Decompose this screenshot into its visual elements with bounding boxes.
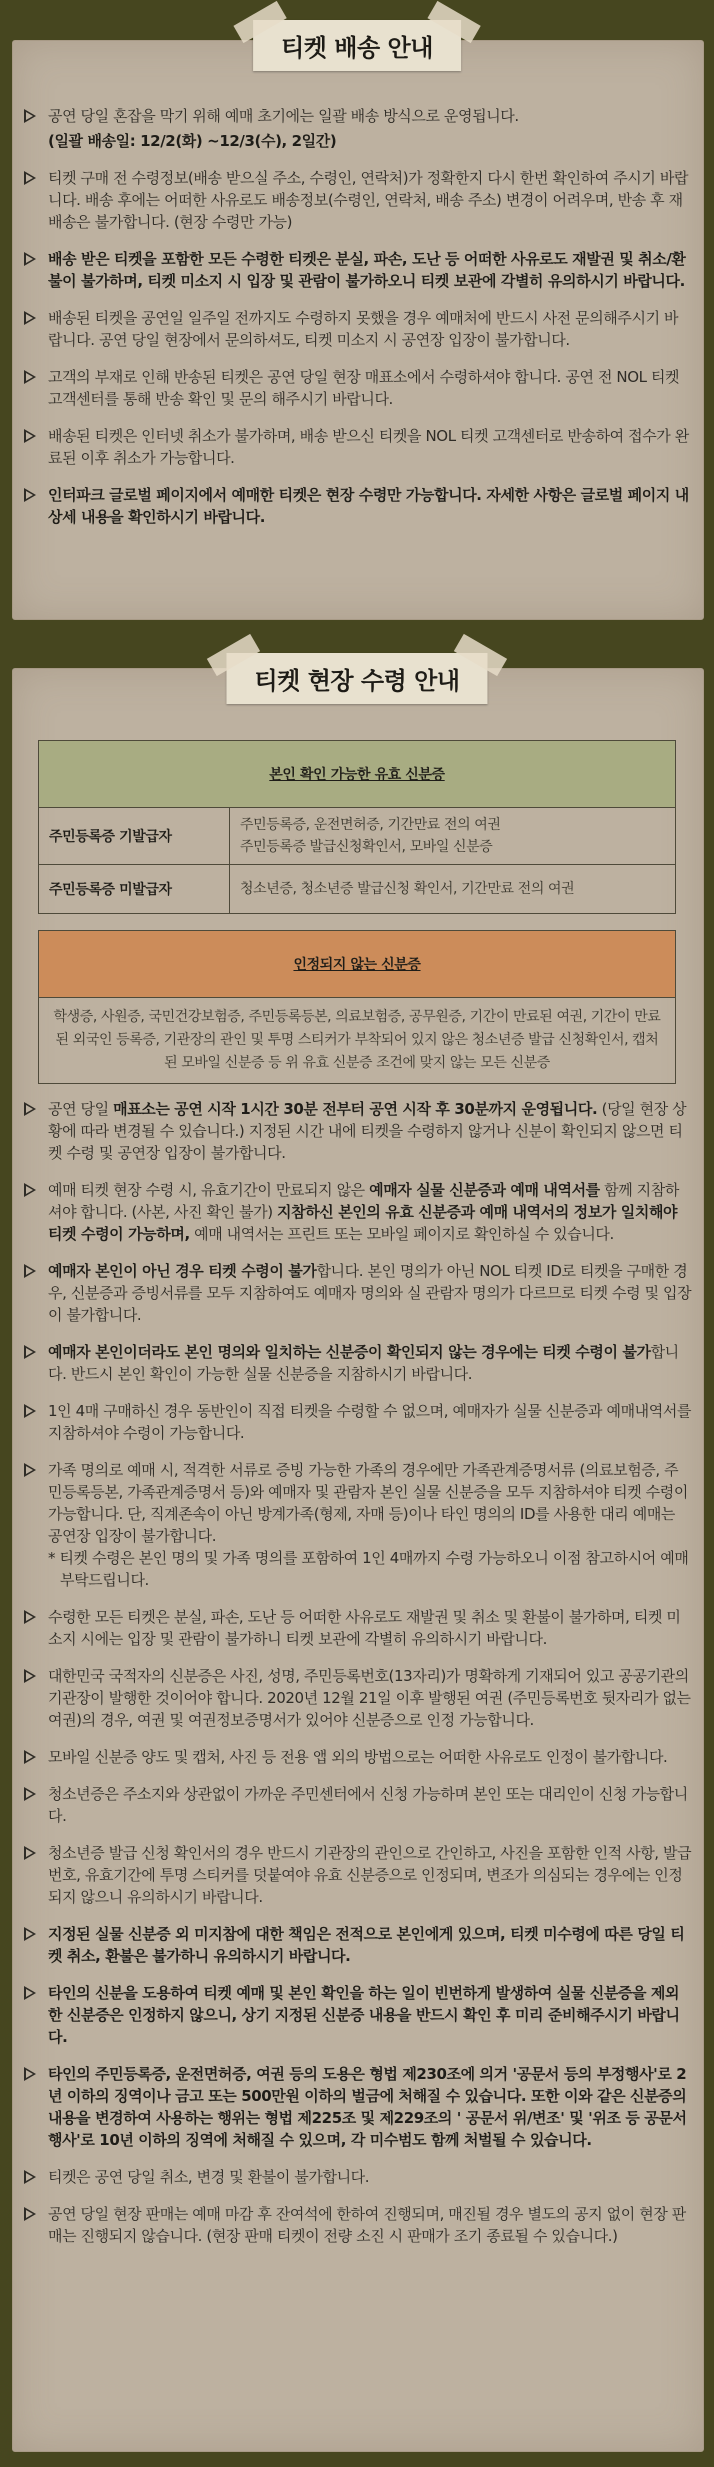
onsite-item (22, 1179, 692, 1245)
onsite-item-text: 청소년증 발급 신청 확인서의 경우 반드시 기관장의 관인으로 간인하고, 사진을 포함한 인적 사항, 발급번호, 유효기간에 투명 스티커를 덧붙여야 유효 신분증으로 인정되며, 변조가 의심되는 경우에는 인정되지 않으니 유의하시기 바랍니다. (48, 1844, 692, 1906)
onsite-list (22, 1098, 692, 2262)
delivery-item: 배송된 티켓은 인터넷 취소가 불가하며, 배송 받으신 티켓을 NOL 티켓 고객센터로 반송하여 접수가 완료된 이후 취소가 가능합니다. (22, 425, 692, 469)
onsite-title: 티켓 현장 수령 안내 (226, 653, 487, 704)
table-row (39, 808, 676, 865)
onsite-item-text: 청소년증은 주소지와 상관없이 가까운 주민센터에서 신청 가능하며 본인 또는 대리인이 신청 가능합니다. (48, 1785, 688, 1825)
table-row (39, 865, 676, 914)
onsite-item (22, 2166, 692, 2188)
onsite-item (22, 1746, 692, 1768)
delivery-item: 배송 받은 티켓을 포함한 모든 수령한 티켓은 분실, 파손, 도난 등 어떠한 사유로도 재발권 및 취소/환불이 불가하며, 티켓 미소지 시 입장 및 관람이 불가하오니 티켓 보관에 각별히 유의하시기 바랍니다. (22, 248, 692, 292)
onsite-item-text: 티켓은 공연 당일 취소, 변경 및 환불이 불가합니다. (48, 2168, 370, 2186)
triangle-bullet-icon (24, 1787, 36, 1801)
valid-id-value: 청소년증, 청소년증 발급신청 확인서, 기간만료 전의 여권 (230, 865, 676, 914)
triangle-bullet-icon (24, 1463, 36, 1477)
onsite-item (22, 1665, 692, 1731)
delivery-item: 티켓 구매 전 수령정보(배송 받으실 주소, 수령인, 연락처)가 정확한지 다시 한번 확인하여 주시기 바랍니다. 배송 후에는 어떠한 사유로도 배송정보(수령인, 연락처, 배송 주소) 변경이 어려우며, 반송 후 재배송은 불가합니다. (현장 수령만 가능) (22, 167, 692, 233)
onsite-item (22, 1459, 692, 1591)
triangle-bullet-icon (24, 1750, 36, 1764)
triangle-bullet-icon (24, 311, 36, 325)
triangle-bullet-icon (24, 1345, 36, 1359)
onsite-item-text: 함께 지참하셔야 합니다. (사본, 사진 확인 불가) (48, 1181, 679, 1221)
onsite-item (22, 1098, 692, 1164)
onsite-item-text: 수령한 모든 티켓은 분실, 파손, 도난 등 어떠한 사유로도 재발권 및 취소 및 환불이 불가하며, 티켓 미소지 시에는 입장 및 관람이 불가하니 티켓 보관에 각별히 유의하시기 바랍니다. (48, 1608, 681, 1648)
triangle-bullet-icon (24, 1610, 36, 1624)
onsite-item-text: 공연 당일 현장 판매는 예매 마감 후 잔여석에 한하여 진행되며, 매진될 경우 별도의 공지 없이 현장 판매는 진행되지 않습니다. (현장 판매 티켓이 전량 소진 시 판매가 조기 종료될 수 있습니다.) (48, 2205, 686, 2245)
valid-id-header: 본인 확인 가능한 유효 신분증 (39, 741, 676, 808)
onsite-item-note: * 티켓 수령은 본인 명의 및 가족 명의를 포함하여 1인 4매까지 수령 가능하오니 이점 참고하시어 예매 부탁드립니다. (48, 1549, 689, 1589)
delivery-item: 고객의 부재로 인해 반송된 티켓은 공연 당일 현장 매표소에서 수령하셔야 합니다. 공연 전 NOL 티켓 고객센터를 통해 반송 확인 및 문의 해주시기 바랍니다. (22, 366, 692, 410)
delivery-item: 배송된 티켓을 공연일 일주일 전까지도 수령하지 못했을 경우 예매처에 반드시 사전 문의해주시기 바랍니다. 공연 당일 현장에서 문의하셔도, 티켓 미소지 시 공연장 입장이 불가합니다. (22, 307, 692, 351)
onsite-item-text: 예매자 본인이더라도 본인 명의와 일치하는 신분증이 확인되지 않는 경우에는 티켓 수령이 불가 (48, 1343, 651, 1361)
onsite-item-text: (당일 현장 상황에 따라 변경될 수 있습니다.) 지정된 시간 내에 티켓을 수령하지 않거나 신분이 확인되지 않으면 티켓 수령 및 공연장 입장이 불가합니다. (48, 1100, 687, 1162)
onsite-item-text: 예매자 실물 신분증과 예매 내역서를 (369, 1181, 600, 1199)
onsite-item-text: 지참하신 본인의 유효 신분증과 예매 내역서의 정보가 일치해야 티켓 수령이 가능하며, (48, 1203, 678, 1243)
onsite-item-text: 지정된 실물 신분증 외 미지참에 대한 책임은 전적으로 본인에게 있으며, 티켓 미수령에 따른 당일 티켓 취소, 환불은 불가하니 유의하시기 바랍니다. (48, 1925, 685, 1965)
delivery-schedule-note: (일괄 배송일: 12/2(화) ~12/3(수), 2일간) (48, 132, 337, 150)
onsite-item-text: 합니다. 본인 명의가 아닌 NOL 티켓 ID로 티켓을 구매한 경우, 신분증과 증빙서류를 모두 지참하여도 예매자 명의와 실 관람자 명의가 다르므로 티켓 수령 및 입장이 불가합니다. (48, 1262, 692, 1324)
triangle-bullet-icon (24, 488, 36, 502)
invalid-id-table (38, 930, 676, 1084)
triangle-bullet-icon (24, 1183, 36, 1197)
onsite-item-text: 합니다. 반드시 본인 확인이 가능한 실물 신분증을 지참하시기 바랍니다. (48, 1343, 679, 1383)
onsite-item-text: 가족 명의로 예매 시, 적격한 서류로 증빙 가능한 가족의 경우에만 가족관계증명서류 (의료보험증, 주민등록등본, 가족관계증명서 등)와 예매자 및 관람자 본인 실물 신분증을 모두 지참하셔야 티켓 수령이 가능합니다. 단, 직계존속이 아닌 방계가족(형제, 자매 등)이나 타인 명의의 ID를 사용한 대리 예매는 공연장 입장이 불가합니다. (48, 1461, 688, 1545)
valid-id-table (38, 740, 676, 914)
delivery-item: 인터파크 글로벌 페이지에서 예매한 티켓은 현장 수령만 가능합니다. 자세한 사항은 글로벌 페이지 내 상세 내용을 확인하시기 바랍니다. (22, 484, 692, 528)
triangle-bullet-icon (24, 109, 36, 123)
onsite-item-text: 매표소는 공연 시작 1시간 30분 전부터 공연 시작 후 30분까지 운영됩니다. (113, 1100, 598, 1118)
triangle-bullet-icon (24, 252, 36, 266)
triangle-bullet-icon (24, 1669, 36, 1683)
onsite-item-text: 타인의 주민등록증, 운전면허증, 여권 등의 도용은 형법 제230조에 의거 '공문서 등의 부정행사'로 2년 이하의 징역이나 금고 또는 500만원 이하의 벌금에 처해질 수 있습니다. 또한 이와 같은 신분증의 내용을 변경하여 사용하는 행위는 형법 제225조 및 제229조의 ' 공문서 위/변조' 및 '위조 등 공문서 행사'로 10년 이하의 징역에 처해질 수 있으며, 각 미수범도 함께 처벌될 수 있습니다. (48, 2065, 687, 2149)
invalid-id-header: 인정되지 않는 신분증 (39, 931, 676, 998)
triangle-bullet-icon (24, 1264, 36, 1278)
triangle-bullet-icon (24, 2067, 36, 2081)
triangle-bullet-icon (24, 370, 36, 384)
triangle-bullet-icon (24, 1846, 36, 1860)
triangle-bullet-icon (24, 1404, 36, 1418)
valid-id-value: 주민등록증, 운전면허증, 기간만료 전의 여권 주민등록증 발급신청확인서, 모바일 신분증 (230, 808, 676, 865)
onsite-item-text: 모바일 신분증 양도 및 캡처, 사진 등 전용 앱 외의 방법으로는 어떠한 사유로도 인정이 불가합니다. (48, 1748, 668, 1766)
onsite-item (22, 1923, 692, 1967)
onsite-item (22, 1606, 692, 1650)
onsite-item (22, 1260, 692, 1326)
triangle-bullet-icon (24, 2207, 36, 2221)
delivery-title: 티켓 배송 안내 (253, 20, 461, 71)
onsite-item (22, 1982, 692, 2048)
onsite-item-text: 타인의 신분을 도용하여 티켓 예매 및 본인 확인을 하는 일이 빈번하게 발생하여 실물 신분증을 제외한 신분증은 인정하지 않으니, 상기 지정된 신분증 내용을 반드시 확인 후 미리 준비해주시기 바랍니다. (48, 1984, 680, 2046)
onsite-item-text: 예매자 본인이 아닌 경우 티켓 수령이 불가 (48, 1262, 317, 1280)
onsite-item (22, 1842, 692, 1908)
triangle-bullet-icon (24, 1927, 36, 1941)
valid-id-label: 주민등록증 기발급자 (39, 808, 230, 865)
triangle-bullet-icon (24, 1986, 36, 2000)
onsite-item-text: 1인 4매 구매하신 경우 동반인이 직접 티켓을 수령할 수 없으며, 예매자가 실물 신분증과 예매내역서를 지참하셔야 수령이 가능합니다. (48, 1402, 692, 1442)
triangle-bullet-icon (24, 2170, 36, 2184)
onsite-item (22, 1783, 692, 1827)
onsite-item (22, 1400, 692, 1444)
delivery-item: 공연 당일 혼잡을 막기 위해 예매 초기에는 일괄 배송 방식으로 운영됩니다. (22, 105, 692, 127)
onsite-item-text: 대한민국 국적자의 신분증은 사진, 성명, 주민등록번호(13자리)가 명확하게 기재되어 있고 공공기관의 기관장이 발행한 것이어야 합니다. 2020년 12월 21일 이후 발행된 여권 (주민등록번호 뒷자리가 없는 여권)의 경우, 여권 및 여권정보증명서가 있어야 신분증으로 인정 가능합니다. (48, 1667, 691, 1729)
onsite-item-text: 예매 내역서는 프린트 또는 모바일 페이지로 확인하실 수 있습니다. (189, 1225, 614, 1243)
onsite-item (22, 2063, 692, 2151)
valid-id-label: 주민등록증 미발급자 (39, 865, 230, 914)
triangle-bullet-icon (24, 429, 36, 443)
onsite-item-text: 예매 티켓 현장 수령 시, 유효기간이 만료되지 않은 (48, 1181, 370, 1199)
triangle-bullet-icon (24, 1102, 36, 1116)
triangle-bullet-icon (24, 171, 36, 185)
invalid-id-body: 학생증, 사원증, 국민건강보험증, 주민등록등본, 의료보험증, 공무원증, 기간이 만료된 여권, 기간이 만료된 외국인 등록증, 기관장의 관인 및 투명 스티커가 부착되어 있지 않은 청소년증 발급 신청확인서, 캡처된 모바일 신분증 등 위 유효 신분증 조건에 맞지 않는 모든 신분증 (39, 998, 676, 1084)
onsite-item (22, 2203, 692, 2247)
onsite-item (22, 1341, 692, 1385)
onsite-item-text: 공연 당일 (48, 1100, 114, 1118)
delivery-list (22, 105, 692, 543)
